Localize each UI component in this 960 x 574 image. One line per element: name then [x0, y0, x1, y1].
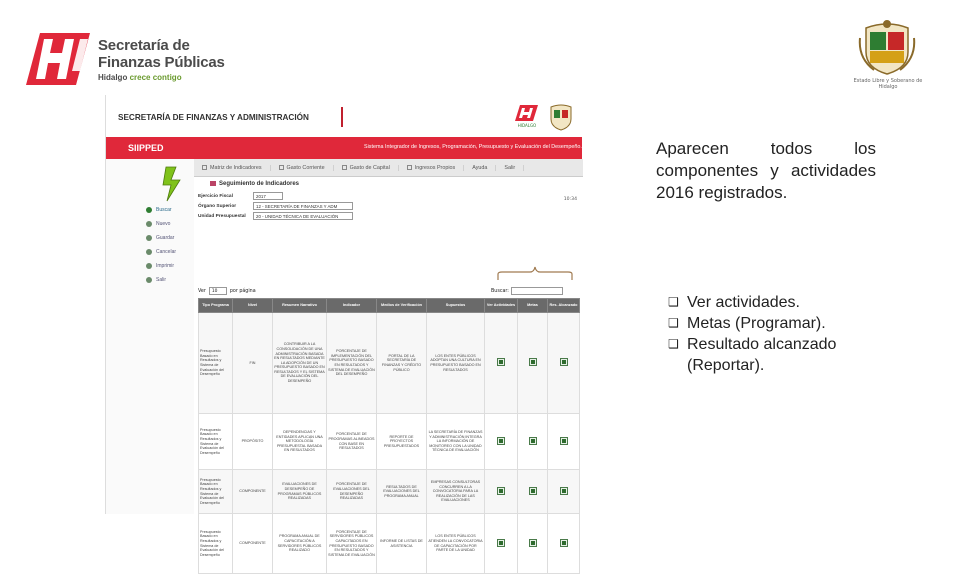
- bullet-item: [667, 334, 887, 376]
- cell-nivel: COMPONENTE: [233, 514, 273, 574]
- tab-gasto-capital[interactable]: [334, 165, 399, 171]
- table-header-row: [199, 299, 580, 313]
- cell-nivel: PROPÓSITO: [233, 414, 273, 470]
- cell-nivel: FIN: [233, 313, 273, 414]
- unidad-select[interactable]: 20 - UNIDAD TÉCNICA DE EVALUACIÓN: [253, 212, 353, 220]
- search-label: Buscar:: [491, 288, 509, 294]
- cell-tipo: Presupuesto Basado en Resultados y Sistema de Evaluación del Desempeño: [199, 313, 233, 414]
- tab-icon: [342, 165, 347, 170]
- table-row: [199, 514, 580, 574]
- cell-nivel: COMPONENTE: [233, 470, 273, 514]
- clock: 10:34: [563, 197, 577, 202]
- bullet-text: Metas (Programar).: [687, 315, 826, 332]
- mini-crest-icon: [546, 103, 576, 131]
- sidebar-label: Buscar: [156, 207, 172, 213]
- sidebar-label: Imprimir: [156, 263, 175, 269]
- print-icon: [146, 263, 152, 269]
- tab-matriz[interactable]: [194, 165, 271, 171]
- title-divider: [341, 107, 343, 127]
- col-metas[interactable]: Metas: [518, 299, 548, 313]
- sidebar-item-cancelar[interactable]: [146, 245, 176, 259]
- tab-icon: [407, 165, 412, 170]
- save-icon: [146, 235, 152, 241]
- checkbox-bullet-icon: ❑: [668, 337, 679, 351]
- lightning-bolt-icon: [162, 167, 184, 201]
- tagline-part-a: Hidalgo: [98, 73, 130, 82]
- search-input[interactable]: [511, 287, 563, 295]
- mini-hidalgo-logo: [514, 103, 540, 129]
- sidebar-label: Cancelar: [156, 249, 177, 255]
- ejercicio-label: Ejercicio Fiscal: [198, 193, 233, 199]
- brand-tagline: [98, 73, 225, 82]
- tab-gasto-corriente[interactable]: [271, 165, 334, 171]
- unidad-row: [198, 212, 353, 220]
- cell-supuestos: EMPRESAS CONSULTORAS CONCURREN A LA CONVOCATORIA PARA LA REALIZACIÓN DE LAS EVALUACIONES: [427, 470, 485, 514]
- cell-metas: [518, 414, 548, 470]
- ejercicio-select[interactable]: 2017: [253, 192, 283, 200]
- cell-supuestos: LOS ENTES PÚBLICOS ADOPTAN UNA CULTURA EN PRESUPUESTO BASADO EN RESULTADOS: [427, 313, 485, 414]
- bullet-text: Resultado alcanzado (Reportar).: [687, 336, 837, 374]
- sidebar-item-salir[interactable]: [146, 273, 176, 287]
- cell-ver-actividades: [485, 313, 518, 414]
- search-icon: [146, 207, 152, 213]
- tab-label: Ayuda: [472, 164, 488, 171]
- cell-resultado: [548, 414, 580, 470]
- cancel-icon: [146, 249, 152, 255]
- tab-icon: [202, 165, 207, 170]
- bullet-item: [667, 313, 887, 334]
- app-name: SIIPPED: [128, 143, 164, 153]
- checkbox-bullet-icon: ❑: [668, 316, 679, 330]
- view-activities-icon[interactable]: [497, 487, 505, 495]
- sidebar-label: Salir: [156, 277, 167, 283]
- app-header: [106, 95, 582, 137]
- bullet-text: Ver actividades.: [687, 294, 800, 311]
- goals-icon[interactable]: [529, 487, 537, 495]
- cell-indicador: PORCENTAJE DE SERVIDORES PÚBLICOS CAPACITADOS EN PRESUPUESTO BASADO EN RESULTADOS Y SISTEMA DE EVALUACIÓN: [327, 514, 377, 574]
- goals-icon[interactable]: [529, 539, 537, 547]
- state-crest-icon: [856, 18, 918, 76]
- sidebar-item-imprimir[interactable]: [146, 259, 176, 273]
- brand-line-1: Secretaría de: [98, 37, 190, 54]
- cell-tipo: Presupuesto Basado en Resultados y Sistema de Evaluación del Desempeño: [199, 514, 233, 574]
- cell-tipo: Presupuesto Basado en Resultados y Sistema de Evaluación del Desempeño: [199, 470, 233, 514]
- tab-label: Gasto de Capital: [349, 164, 390, 171]
- table-row: [199, 470, 580, 514]
- tab-label: Ingresos Propios: [414, 164, 456, 171]
- tagline-part-b: crece contigo: [129, 73, 182, 82]
- organo-select[interactable]: 12 - SECRETARÍA DE FINANZAS Y ADM: [253, 202, 353, 210]
- app-agency-title: SECRETARÍA DE FINANZAS Y ADMINISTRACIÓN: [118, 113, 309, 122]
- feature-bullets: [667, 292, 887, 376]
- sidebar-item-nuevo[interactable]: [146, 217, 176, 231]
- brand-text: [98, 37, 225, 82]
- indicators-table: [198, 298, 580, 574]
- cell-supuestos: LOS ENTES PÚBLICOS ATIENDEN LA CONVOCATORIA DE CAPACITACIÓN POR PARTE DE LA UNIDAD: [427, 514, 485, 574]
- cell-ver-actividades: [485, 470, 518, 514]
- tab-icon: [279, 165, 284, 170]
- app-subtitle: Sistema Integrador de Ingresos, Programación, Presupuesto y Evaluación del Desempeño.: [364, 144, 582, 150]
- col-resultado[interactable]: Res. Alcanzado: [548, 299, 580, 313]
- app-screenshot: [105, 95, 582, 557]
- app-title-bar: [106, 137, 582, 159]
- col-indicador[interactable]: Indicador: [327, 299, 377, 313]
- cell-resultado: [548, 470, 580, 514]
- cell-resultado: [548, 514, 580, 574]
- tab-salir[interactable]: [496, 165, 524, 171]
- cell-indicador: PORCENTAJE DE PROGRAMAS ALINEADOS CON BASE EN RESULTADOS: [327, 414, 377, 470]
- tab-label: Salir: [504, 164, 516, 171]
- panel-title-icon: [210, 181, 216, 186]
- cell-resumen: DEPENDENCIAS Y ENTIDADES APLICAN UNA METODOLOGÍA PRESUPUESTAL BASADA EN RESULTADOS: [273, 414, 327, 470]
- exit-icon: [146, 277, 152, 283]
- panel-title: [210, 181, 299, 187]
- hidalgo-h-logo: [26, 33, 90, 85]
- goals-icon[interactable]: [529, 437, 537, 445]
- result-icon[interactable]: [560, 358, 568, 366]
- result-icon[interactable]: [560, 437, 568, 445]
- cell-tipo: Presupuesto Basado en Resultados y Sistema de Evaluación del Desempeño: [199, 414, 233, 470]
- tab-ingresos[interactable]: [399, 165, 464, 171]
- tab-label: Matriz de Indicadores: [210, 164, 262, 171]
- col-resumen[interactable]: Resumen Narrativo: [273, 299, 327, 313]
- cell-metas: [518, 470, 548, 514]
- panel-title-text: Seguimiento de Indicadores: [219, 181, 300, 188]
- table-row: [199, 414, 580, 470]
- bullet-item: [667, 292, 887, 313]
- sidebar-item-guardar[interactable]: [146, 231, 176, 245]
- sidebar-item-buscar[interactable]: [146, 203, 176, 217]
- mini-logo-text: HIDALGO: [517, 123, 537, 128]
- new-icon: [146, 221, 152, 227]
- app-tabs: [194, 159, 583, 177]
- col-supuestos[interactable]: Supuestos: [427, 299, 485, 313]
- col-medios[interactable]: Medios de Verificación: [377, 299, 427, 313]
- sidebar-label: Guardar: [156, 235, 175, 241]
- view-activities-icon[interactable]: [497, 437, 505, 445]
- unidad-label: Unidad Presupuestal: [198, 213, 246, 219]
- sidebar-menu: [146, 203, 176, 287]
- per-page-select[interactable]: 10: [209, 287, 227, 295]
- organo-row: [198, 202, 353, 210]
- highlight-bracket: [496, 266, 574, 280]
- app-sidebar: [106, 159, 194, 514]
- sidebar-label: Nuevo: [156, 221, 171, 227]
- cell-resumen: CONTRIBUIR A LA CONSOLIDACIÓN DE UNA ADMINISTRACIÓN BASADA EN RESULTADOS MEDIANTE LA ADOPCIÓN DE UN PRESUPUESTO BASADO EN RESULTADOS Y EL SISTEMA DE EVALUACIÓN DEL DESEMPEÑO: [273, 313, 327, 414]
- indicators-panel: [194, 178, 583, 557]
- cell-indicador: PORCENTAJE DE IMPLEMENTACIÓN DEL PRESUPUESTO BASADO EN RESULTADOS Y SISTEMA DE EVALUACIÓN DEL DESEMPEÑO: [327, 313, 377, 414]
- organo-label: Órgano Superior: [198, 203, 237, 209]
- cell-metas: [518, 514, 548, 574]
- result-icon[interactable]: [560, 539, 568, 547]
- cell-metas: [518, 313, 548, 414]
- col-tipo[interactable]: Tipo Programa: [199, 299, 233, 313]
- checkbox-bullet-icon: ❑: [668, 295, 679, 309]
- view-activities-icon[interactable]: [497, 358, 505, 366]
- col-nivel[interactable]: Nivel: [233, 299, 273, 313]
- view-activities-icon[interactable]: [497, 539, 505, 547]
- result-icon[interactable]: [560, 487, 568, 495]
- ejercicio-row: [198, 192, 283, 200]
- goals-icon[interactable]: [529, 358, 537, 366]
- brand-line-2: Finanzas Públicas: [98, 54, 225, 71]
- cell-ver-actividades: [485, 514, 518, 574]
- table-search: [491, 287, 563, 295]
- cell-supuestos: LA SECRETARÍA DE FINANZAS Y ADMINISTRACIÓN INTEGRA LA INFORMACIÓN DE MONITOREO CON LA UNIDAD TÉCNICA DE EVALUACIÓN: [427, 414, 485, 470]
- page-size-control: [198, 287, 256, 295]
- table-row: [199, 313, 580, 414]
- slide-description: Aparecen todos los componentes y actividades 2016 registrados.: [656, 139, 876, 202]
- col-ver-actividades[interactable]: Ver Actividades: [485, 299, 518, 313]
- per-page-label: Ver: [198, 288, 206, 294]
- cell-medios: PORTAL DE LA SECRETARÍA DE FINANZAS Y CRÉDITO PÚBLICO: [377, 313, 427, 414]
- cell-resumen: PROGRAMA ANUAL DE CAPACITACIÓN A SERVIDORES PÚBLICOS REALIZADO: [273, 514, 327, 574]
- tab-ayuda[interactable]: [464, 165, 496, 171]
- crest-caption: Estado Libre y Soberano de Hidalgo: [853, 78, 923, 90]
- cell-resultado: [548, 313, 580, 414]
- cell-medios: INFORME DE LISTAS DE ASISTENCIA: [377, 514, 427, 574]
- cell-ver-actividades: [485, 414, 518, 470]
- cell-indicador: PORCENTAJE DE EVALUACIONES DEL DESEMPEÑO REALIZADAS: [327, 470, 377, 514]
- cell-resumen: EVALUACIONES DE DESEMPEÑO DE PROGRAMAS PÚBLICOS REALIZADAS: [273, 470, 327, 514]
- cell-medios: RESULTADOS DE EVALUACIONES DEL PROGRAMA ANUAL: [377, 470, 427, 514]
- cell-medios: REPORTE DE PROYECTOS PRESUPUESTADOS: [377, 414, 427, 470]
- tab-label: Gasto Corriente: [286, 164, 325, 171]
- app-body: [106, 159, 582, 557]
- per-page-suffix: por página: [229, 288, 256, 294]
